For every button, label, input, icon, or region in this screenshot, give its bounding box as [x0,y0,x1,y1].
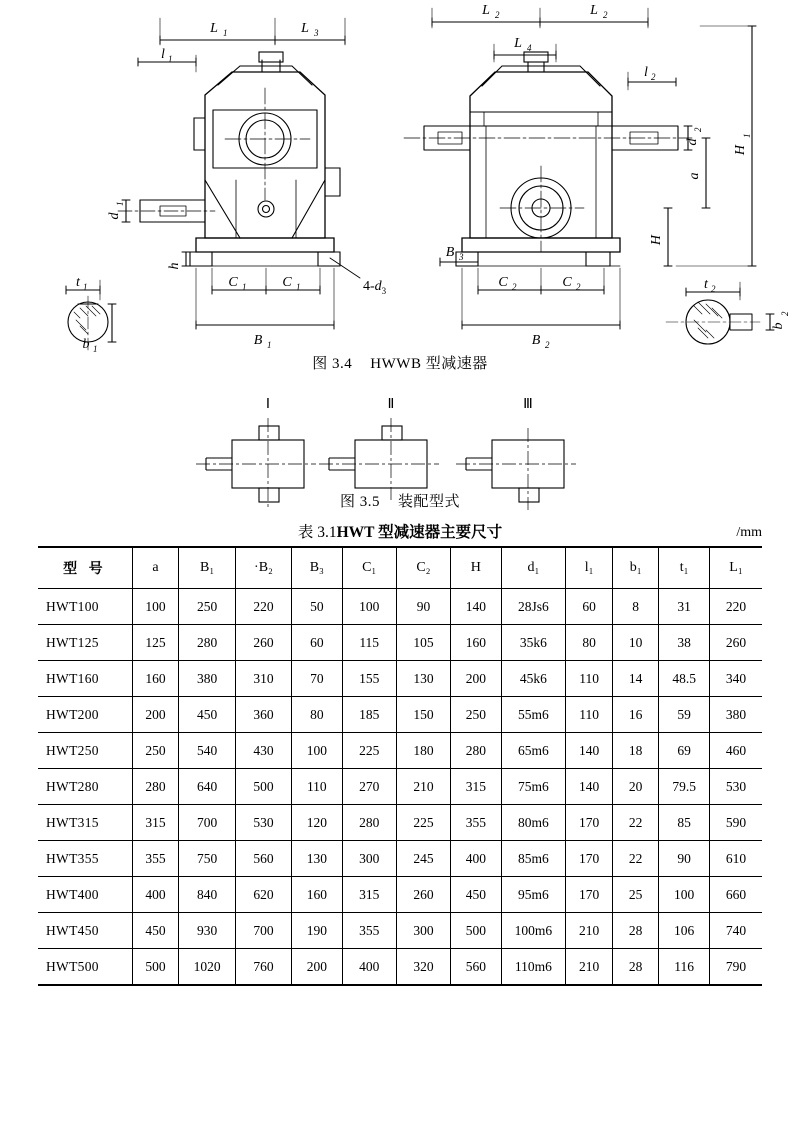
cell-value: 250 [132,733,179,769]
label-H: H [649,234,664,246]
cell-value: 90 [659,841,710,877]
cell-model: HWT315 [38,805,132,841]
header-b1: b₁ [612,547,658,589]
cell-value: 150 [396,697,450,733]
figure-3-5-caption [0,490,800,511]
table-row [38,913,762,949]
label-L2-b-sub: 2 [603,10,608,20]
cell-value: 28 [612,949,658,986]
label-B1-sub: 1 [267,340,272,350]
label-B2-sub: 2 [545,340,550,350]
cell-value: 280 [132,769,179,805]
label-C2-b-sub: 2 [576,282,581,292]
cell-model: HWT125 [38,625,132,661]
cell-value: 450 [132,913,179,949]
cell-value: 140 [566,769,613,805]
cell-value: 280 [342,805,396,841]
cell-value: 100 [342,589,396,625]
cell-value: 190 [292,913,343,949]
table-title-row [38,520,762,546]
cell-value: 1020 [179,949,236,986]
label-b1: b [82,337,90,352]
cell-value: 340 [710,661,762,697]
table-row [38,841,762,877]
header-model: 型 号 [38,547,132,589]
cell-value: 315 [451,769,502,805]
dimensions-table [38,546,762,986]
figure-3-4-drawing [0,0,800,380]
label-C2-a: C [498,275,508,290]
cell-value: 790 [710,949,762,986]
figure-3-4-caption-text: HWWB 型减速器 [370,356,488,372]
cell-value: 360 [235,697,291,733]
cell-value: 110 [292,769,343,805]
table-row [38,769,762,805]
cell-value: 80 [566,625,613,661]
cell-value: 100m6 [501,913,566,949]
table-row [38,949,762,986]
cell-value: 28Js6 [501,589,566,625]
cell-value: 60 [292,625,343,661]
cell-value: 35k6 [501,625,566,661]
cell-value: 560 [451,949,502,986]
cell-value: 280 [451,733,502,769]
table-row [38,697,762,733]
label-t2: t [704,277,708,292]
label-L3: L [301,21,309,36]
cell-value: 260 [710,625,762,661]
header-L1: L₁ [710,547,762,589]
assembly-variant-3-label: Ⅲ [523,397,533,412]
cell-value: 930 [179,913,236,949]
cell-value: 380 [179,661,236,697]
cell-value: 185 [342,697,396,733]
cell-value: 250 [179,589,236,625]
label-H1-sub: 1 [742,133,752,138]
header-B2: ·B₂ [235,547,291,589]
cell-value: 500 [235,769,291,805]
label-d1-sub: 1 [115,201,125,206]
figure-3-5-caption-text: 装配型式 [398,494,461,510]
cell-value: 225 [342,733,396,769]
cell-value: 130 [292,841,343,877]
label-H1: H [733,144,748,156]
cell-value: 16 [612,697,658,733]
cell-model: HWT500 [38,949,132,986]
cell-value: 200 [132,697,179,733]
header-C1: C₁ [342,547,396,589]
cell-value: 530 [235,805,291,841]
label-L1: L [210,21,218,36]
label-C1-a-sub: 1 [242,282,247,292]
cell-value: 60 [566,589,613,625]
header-l1: l₁ [566,547,613,589]
cell-value: 80 [292,697,343,733]
cell-value: 110 [566,697,613,733]
cell-value: 85 [659,805,710,841]
cell-value: 260 [235,625,291,661]
cell-value: 110m6 [501,949,566,986]
cell-value: 100 [132,589,179,625]
figure-3-4 [0,0,800,380]
cell-value: 310 [235,661,291,697]
cell-value: 106 [659,913,710,949]
cell-value: 500 [451,913,502,949]
label-C2-a-sub: 2 [512,282,517,292]
table-row [38,805,762,841]
cell-value: 120 [292,805,343,841]
cell-model: HWT280 [38,769,132,805]
cell-value: 75m6 [501,769,566,805]
cell-value: 500 [132,949,179,986]
cell-value: 14 [612,661,658,697]
label-L2-a: L [482,3,490,18]
cell-value: 18 [612,733,658,769]
table-title [38,520,762,546]
table-title-label: 表 3.1 [297,524,337,541]
figure-3-4-caption [0,352,800,373]
label-b2-sub: 2 [780,311,790,316]
cell-value: 740 [710,913,762,949]
cell-value: 210 [396,769,450,805]
table-body [38,589,762,986]
cell-value: 45k6 [501,661,566,697]
figure-3-4-caption-label: 图 3.4 [312,356,353,372]
cell-value: 79.5 [659,769,710,805]
label-C1-b: C [282,275,292,290]
table-row [38,733,762,769]
label-d1: d [107,212,122,220]
cell-value: 280 [179,625,236,661]
label-B3-sub: 3 [459,252,464,262]
cell-value: 355 [342,913,396,949]
cell-value: 110 [566,661,613,697]
cell-value: 125 [132,625,179,661]
table-row [38,661,762,697]
cell-value: 610 [710,841,762,877]
cell-value: 50 [292,589,343,625]
cell-value: 840 [179,877,236,913]
label-B2: B [531,333,541,348]
cell-value: 95m6 [501,877,566,913]
cell-value: 220 [235,589,291,625]
cell-value: 300 [396,913,450,949]
cell-value: 160 [132,661,179,697]
cell-value: 430 [235,733,291,769]
header-B1: B₁ [179,547,236,589]
cell-value: 400 [342,949,396,986]
cell-model: HWT200 [38,697,132,733]
label-L1-sub: 1 [223,28,228,38]
cell-value: 115 [342,625,396,661]
cell-value: 170 [566,877,613,913]
header-t1: t₁ [659,547,710,589]
cell-value: 28 [612,913,658,949]
cell-value: 400 [451,841,502,877]
cell-value: 355 [451,805,502,841]
cell-value: 22 [612,841,658,877]
cell-value: 80m6 [501,805,566,841]
cell-value: 85m6 [501,841,566,877]
cell-value: 530 [710,769,762,805]
table-header-row [38,547,762,589]
cell-value: 210 [566,949,613,986]
cell-value: 90 [396,589,450,625]
cell-value: 140 [566,733,613,769]
label-l1-sub: 1 [168,54,173,64]
label-B3: B [445,245,455,260]
cell-value: 620 [235,877,291,913]
cell-value: 640 [179,769,236,805]
cell-value: 8 [612,589,658,625]
header-B3: B₃ [292,547,343,589]
cell-model: HWT450 [38,913,132,949]
cell-model: HWT400 [38,877,132,913]
cell-value: 31 [659,589,710,625]
label-l2-sub: 2 [651,72,656,82]
label-C1-a: C [228,275,238,290]
cell-value: 760 [235,949,291,986]
label-d2: d [685,138,700,146]
cell-value: 200 [451,661,502,697]
cell-value: 38 [659,625,710,661]
cell-value: 116 [659,949,710,986]
cell-model: HWT160 [38,661,132,697]
cell-value: 65m6 [501,733,566,769]
cell-value: 100 [659,877,710,913]
label-l1: l [161,47,165,62]
cell-value: 540 [179,733,236,769]
cell-value: 380 [710,697,762,733]
label-L2-b: L [590,3,598,18]
figure-3-5 [0,380,800,520]
table-row [38,625,762,661]
cell-value: 300 [342,841,396,877]
label-b2: b [771,322,786,330]
label-B1: B [253,333,263,348]
label-a: a [687,172,702,180]
cell-model: HWT250 [38,733,132,769]
header-C2: C₂ [396,547,450,589]
cell-value: 245 [396,841,450,877]
cell-value: 59 [659,697,710,733]
label-h: h [167,262,182,270]
cell-value: 700 [235,913,291,949]
cell-value: 160 [451,625,502,661]
cell-value: 48.5 [659,661,710,697]
cell-value: 750 [179,841,236,877]
figure-3-5-caption-label: 图 3.5 [339,494,380,510]
cell-value: 660 [710,877,762,913]
label-t1: t [76,275,80,290]
cell-value: 315 [132,805,179,841]
cell-value: 700 [179,805,236,841]
label-4-d3: $4-d_3$ [363,279,387,296]
table-row [38,877,762,913]
cell-value: 450 [179,697,236,733]
label-t2-sub: 2 [711,284,716,294]
label-L4-sub: 4 [527,43,532,53]
cell-value: 250 [451,697,502,733]
cell-value: 10 [612,625,658,661]
header-a: a [132,547,179,589]
label-t1-sub: 1 [83,282,88,292]
cell-value: 220 [710,589,762,625]
label-d2-sub: 2 [693,127,703,132]
cell-value: 70 [292,661,343,697]
cell-value: 560 [235,841,291,877]
label-L2-a-sub: 2 [495,10,500,20]
cell-value: 25 [612,877,658,913]
cell-value: 270 [342,769,396,805]
cell-value: 69 [659,733,710,769]
cell-value: 260 [396,877,450,913]
cell-value: 20 [612,769,658,805]
cell-value: 210 [566,913,613,949]
cell-model: HWT100 [38,589,132,625]
cell-value: 355 [132,841,179,877]
cell-value: 460 [710,733,762,769]
cell-value: 105 [396,625,450,661]
cell-value: 170 [566,841,613,877]
cell-value: 160 [292,877,343,913]
cell-value: 200 [292,949,343,986]
assembly-variant-1-label: Ⅰ [265,397,271,412]
cell-value: 155 [342,661,396,697]
cell-value: 170 [566,805,613,841]
label-C1-b-sub: 1 [296,282,301,292]
header-d1: d₁ [501,547,566,589]
label-l2: l [644,65,648,80]
cell-model: HWT355 [38,841,132,877]
cell-value: 140 [451,589,502,625]
cell-value: 590 [710,805,762,841]
label-L3-sub: 3 [314,28,319,38]
cell-value: 55m6 [501,697,566,733]
cell-value: 315 [342,877,396,913]
assembly-variant-2-label: Ⅱ [387,397,395,412]
cell-value: 100 [292,733,343,769]
label-L4: L [514,36,522,51]
cell-value: 130 [396,661,450,697]
table-title-text: HWT 型减速器主要尺寸 [336,524,503,541]
cell-value: 450 [451,877,502,913]
table-row [38,589,762,625]
table-unit-note: /mm [736,525,762,540]
cell-value: 320 [396,949,450,986]
header-H: H [451,547,502,589]
label-C2-b: C [562,275,572,290]
cell-value: 22 [612,805,658,841]
cell-value: 180 [396,733,450,769]
cell-value: 225 [396,805,450,841]
cell-value: 400 [132,877,179,913]
label-b1-sub: 1 [93,344,98,354]
